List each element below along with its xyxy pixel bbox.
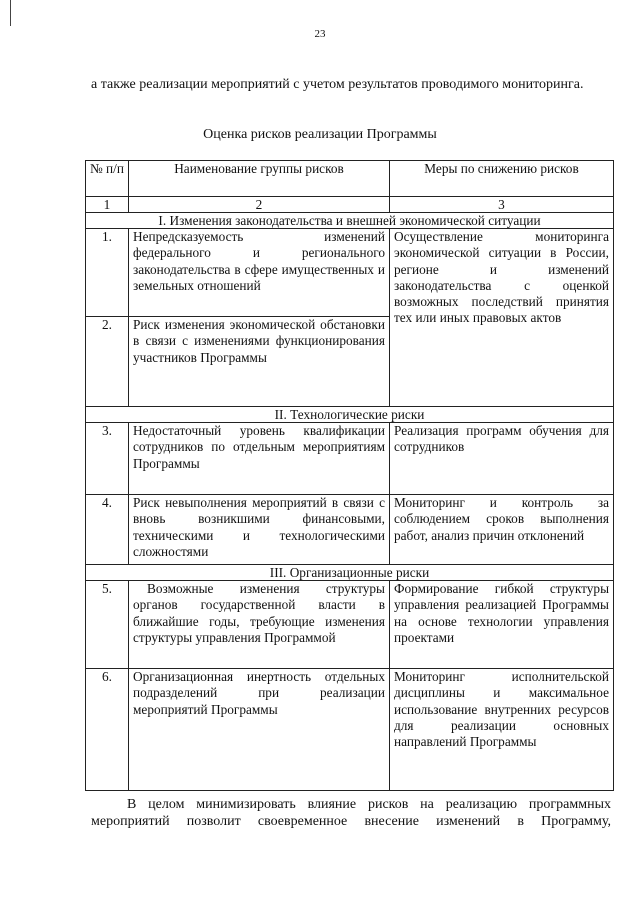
- risk-table: [85, 160, 614, 791]
- section-row: [86, 407, 614, 423]
- column-number: 3: [390, 197, 614, 213]
- measure-cell: Осуществление мониторинга экономической ситуации в России, регионе и изменений законодательства с оценкой возможных последствий принятия тех или иных правовых актов: [390, 229, 614, 407]
- risk-cell: Риск изменения экономической обстановки в связи с изменениями функционирования участников Программы: [129, 317, 390, 407]
- section-row: [86, 565, 614, 581]
- intro-paragraph: а также реализации мероприятий с учетом результатов проводимого мониторинга.: [91, 77, 584, 92]
- row-number: 4.: [86, 495, 129, 565]
- closing-paragraph: В целом минимизировать влияние рисков на реализацию программных мероприятий позволит своевременное внесение изменений в Программу,: [91, 797, 611, 829]
- table-row: [86, 495, 614, 565]
- risk-cell: Возможные изменения структуры органов государственной власти в ближайшие годы, требующие изменения структуры управления Программой: [129, 581, 390, 669]
- table-row: [86, 423, 614, 495]
- header-risk-group: Наименование группы рисков: [129, 161, 390, 197]
- column-number: 2: [129, 197, 390, 213]
- row-number: 6.: [86, 669, 129, 791]
- page-number: 23: [314, 28, 326, 40]
- row-number: 2.: [86, 317, 129, 407]
- row-number: 3.: [86, 423, 129, 495]
- table-row: [86, 581, 614, 669]
- risk-cell: Недостаточный уровень квалификации сотрудников по отдельным мероприятиям Программы: [129, 423, 390, 495]
- risk-cell: Риск невыполнения мероприятий в связи с вновь возникшими финансовыми, техническими и технологическими сложностями: [129, 495, 390, 565]
- measure-cell: Мониторинг исполнительской дисциплины и максимальное использование внутренних ресурсов для реализации основных направлений Программы: [390, 669, 614, 791]
- risk-cell: Непредсказуемость изменений федерального и регионального законодательства в сфере имущественных и земельных отношений: [129, 229, 390, 317]
- section-title: III. Организационные риски: [86, 565, 614, 581]
- row-number: 1.: [86, 229, 129, 317]
- column-number-row: [86, 197, 614, 213]
- table-title: Оценка рисков реализации Программы: [203, 127, 437, 142]
- row-number: 5.: [86, 581, 129, 669]
- header-measures: Меры по снижению рисков: [390, 161, 614, 197]
- section-title: II. Технологические риски: [86, 407, 614, 423]
- table-row: [86, 669, 614, 791]
- table-header-row: [86, 161, 614, 197]
- column-number: 1: [86, 197, 129, 213]
- measure-cell: Реализация программ обучения для сотрудников: [390, 423, 614, 495]
- measure-cell: Формирование гибкой структуры управления реализацией Программы на основе технологии управления проектами: [390, 581, 614, 669]
- header-num: № п/п: [86, 161, 129, 197]
- risk-cell: Организационная инертность отдельных подразделений при реализации мероприятий Программы: [129, 669, 390, 791]
- section-row: [86, 213, 614, 229]
- table-row: [86, 229, 614, 317]
- margin-line: [10, 0, 11, 26]
- measure-cell: Мониторинг и контроль за соблюдением сроков выполнения работ, анализ причин отклонений: [390, 495, 614, 565]
- section-title: I. Изменения законодательства и внешней экономической ситуации: [86, 213, 614, 229]
